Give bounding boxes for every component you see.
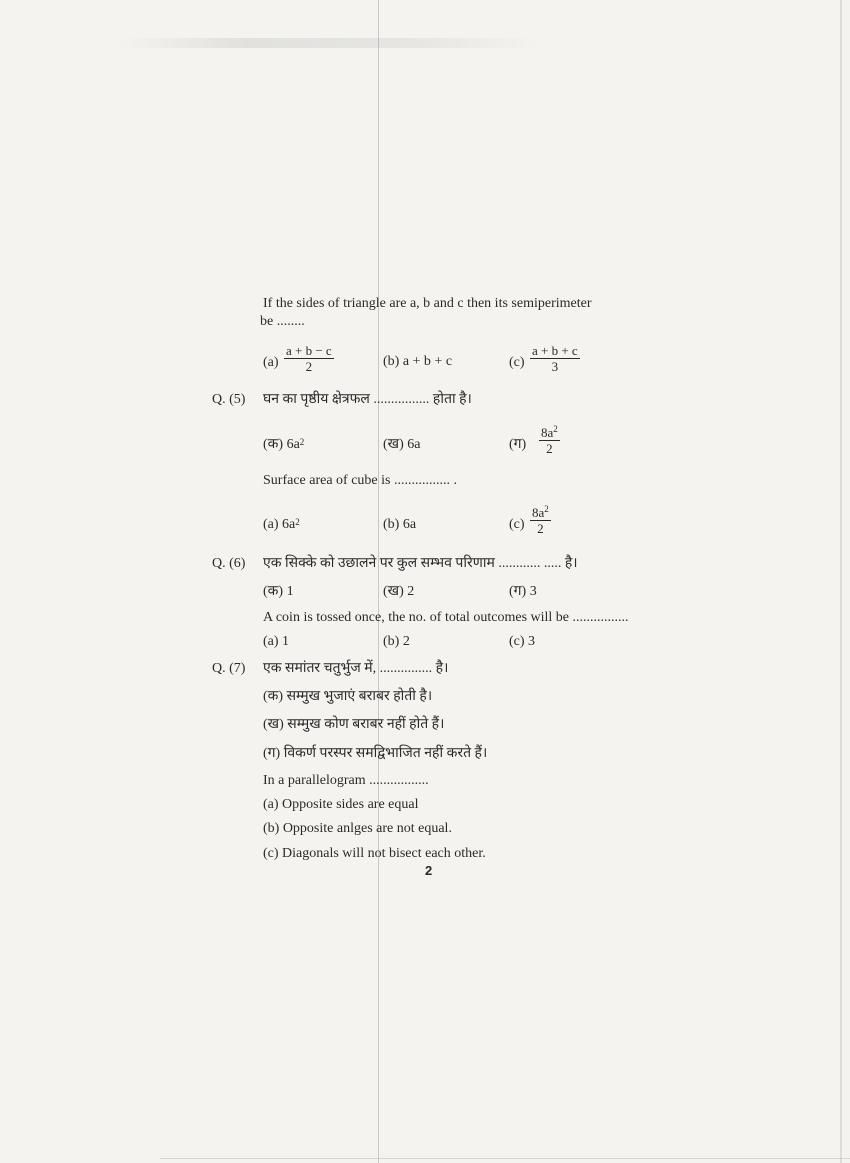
- q4-english-line2: be ........: [260, 314, 305, 329]
- q5-english-question: Surface area of cube is ................ .: [263, 473, 457, 488]
- scan-artifact-top: [120, 38, 540, 48]
- q4-option-b: (b) a + b + c: [383, 354, 453, 369]
- exponent: 2: [553, 424, 558, 434]
- q5-hindi-option-c-label: (ग): [509, 437, 527, 452]
- q5-option-c-fraction: [530, 505, 551, 536]
- q6-number: Q. (6): [212, 556, 246, 571]
- q6-option-c: (c) 3: [509, 634, 536, 649]
- fraction-denominator: 2: [305, 359, 313, 374]
- q7-hindi-option-c: (ग) विकर्ण परस्पर समद्विभाजित नहीं करते हैं।: [263, 746, 488, 761]
- q5-hindi-question: घन का पृष्ठीय क्षेत्रफल ................ होता है।: [263, 392, 472, 407]
- scan-edge-bottom: [160, 1158, 850, 1159]
- q6-option-b: (b) 2: [383, 634, 410, 649]
- q6-english-question: A coin is tossed once, the no. of total outcomes will be ................: [263, 610, 629, 625]
- scan-edge-right: [840, 0, 842, 1163]
- q7-hindi-option-b: (ख) सम्मुख कोण बराबर नहीं होते हैं।: [263, 717, 445, 732]
- q7-english-question: In a parallelogram .................: [263, 773, 429, 788]
- q7-hindi-question: एक समांतर चतुर्भुज में, ............... है।: [263, 661, 449, 676]
- q6-hindi-question: एक सिक्के को उछालने पर कुल सम्भव परिणाम ............ ..... है।: [263, 556, 578, 571]
- q5-hindi-option-a: [263, 436, 304, 454]
- q6-hindi-option-a: (क) 1: [263, 584, 294, 599]
- numerator-base: 8a: [532, 505, 545, 520]
- exponent: 2: [295, 517, 300, 527]
- option-text: (क) 6a: [263, 437, 300, 452]
- q7-hindi-option-a: (क) सम्मुख भुजाएं बराबर होती है।: [263, 689, 433, 704]
- exponent: 2: [299, 437, 305, 447]
- option-text: (a) 6a: [263, 517, 296, 532]
- exponent: 2: [544, 504, 549, 514]
- q5-hindi-option-b: (ख) 6a: [383, 437, 421, 452]
- q4-option-a-label: (a): [263, 355, 279, 370]
- q7-number: Q. (7): [212, 661, 246, 676]
- fraction-numerator: a + b − c: [286, 343, 332, 358]
- page-fold-line: [378, 0, 379, 1163]
- q5-option-b: (b) 6a: [383, 517, 417, 532]
- q4-option-c-label: (c): [509, 355, 525, 370]
- fraction-numerator: a + b + c: [532, 343, 578, 358]
- q6-hindi-option-c: (ग) 3: [509, 584, 537, 599]
- q7-option-a: (a) Opposite sides are equal: [263, 797, 419, 812]
- q7-option-c: (c) Diagonals will not bisect each other.: [263, 846, 486, 861]
- q4-option-c-fraction: [530, 343, 580, 374]
- q4-english-line1: If the sides of triangle are a, b and c then its semiperimeter: [263, 296, 592, 311]
- q5-number: Q. (5): [212, 392, 246, 407]
- fraction-numerator: [530, 505, 551, 521]
- fraction-numerator: [539, 425, 560, 441]
- q6-hindi-option-b: (ख) 2: [383, 584, 415, 599]
- q4-option-a-fraction: [284, 343, 334, 374]
- numerator-base: 8a: [541, 425, 554, 440]
- fraction-denominator: 3: [551, 359, 559, 374]
- q5-option-a: [263, 516, 300, 534]
- fraction-denominator: 2: [546, 441, 553, 456]
- q7-option-b: (b) Opposite anlges are not equal.: [263, 821, 452, 836]
- q5-option-c-label: (c): [509, 517, 525, 532]
- page-number: 2: [425, 863, 433, 878]
- q5-hindi-option-c-fraction: [539, 425, 560, 456]
- fraction-denominator: 2: [537, 521, 544, 536]
- q6-option-a: (a) 1: [263, 634, 290, 649]
